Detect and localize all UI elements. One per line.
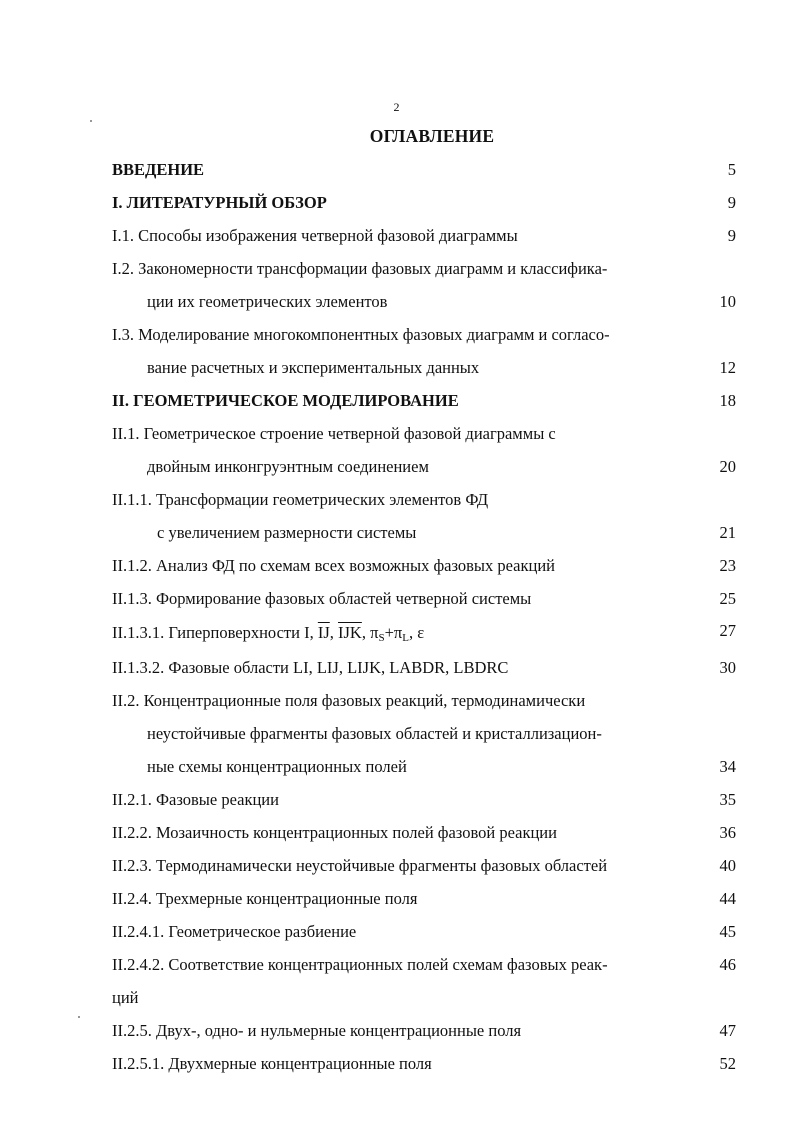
toc-entry-page: 47: [719, 1021, 736, 1040]
toc-entry-page: 23: [719, 556, 736, 575]
toc-entry-text-cont: вание расчетных и экспериментальных данных: [147, 358, 480, 377]
toc-entry-text-cont: ные схемы концентрационных полей: [147, 757, 407, 776]
toc-entry-page: 5: [727, 160, 736, 179]
toc-entry-page: 35: [719, 790, 736, 809]
toc-entry-text: II.2.4. Трехмерные концентрационные поля: [112, 889, 418, 908]
toc-entry-text: II.2.2. Мозаичность концентрационных полей фазовой реакции: [112, 823, 557, 842]
toc-entry-text: II.2.3. Термодинамически неустойчивые фрагменты фазовых областей: [112, 856, 608, 875]
toc-entry-text: ВВЕДЕНИЕ: [112, 160, 205, 179]
toc-entry-text: I. ЛИТЕРАТУРНЫЙ ОБЗОР: [112, 193, 327, 212]
toc-entry-text: II.1.1. Трансформации геометрических элементов ФД: [112, 490, 489, 509]
page-title: ОГЛАВЛЕНИЕ: [369, 126, 495, 146]
toc-entry-text-cont: ций: [112, 988, 139, 1007]
toc-entry-text: II.2.4.1. Геометрическое разбиение: [112, 922, 357, 941]
toc-entry-page: 20: [719, 457, 736, 476]
toc-entry-text: II.1.3.2. Фазовые области LI, LIJ, LIJK, LABDR, LBDRC: [112, 658, 509, 677]
toc-entry-page: 40: [719, 856, 736, 875]
toc-entry-text: II.2.1. Фазовые реакции: [112, 790, 279, 809]
subscript-s: S: [378, 632, 385, 644]
toc-entry-page: 45: [719, 922, 736, 941]
toc-entry-page: 9: [727, 193, 736, 212]
scan-speck: [78, 1016, 80, 1018]
toc-entry-page: 12: [719, 358, 736, 377]
scan-speck: [90, 120, 92, 122]
toc-entry-text-cont: неустойчивые фрагменты фазовых областей и кристаллизацион-: [147, 724, 602, 743]
toc-entry-text: II.2.4.2. Соответствие концентрационных полей схемам фазовых реак-: [112, 955, 608, 974]
toc-entry-text: II.1.3.1. Гиперповерхности I, $\overline{IJ}$, $\overline{IJK}$, $\pi_S+\pi_L$, ε: [112, 623, 425, 644]
pi-s: π: [370, 623, 379, 642]
toc-entry-text-cont: двойным инконгруэнтным соединением: [147, 457, 429, 476]
toc-entry-text: II.2. Концентрационные поля фазовых реакций, термодинамически: [112, 691, 586, 710]
toc-entry-text: I.1. Способы изображения четверной фазовой диаграммы: [112, 226, 518, 245]
toc-entry-page: 18: [719, 391, 736, 410]
toc-entry-prefix: II.1.3.1. Гиперповерхности I,: [112, 623, 314, 642]
toc-entry-page: 21: [719, 523, 736, 542]
toc-entry-text: II.1. Геометрическое строение четверной фазовой диаграммы с: [112, 424, 556, 443]
toc-entry-page: 27: [719, 621, 736, 640]
toc-entry-page: 34: [719, 757, 736, 776]
toc-entry-page: 52: [719, 1054, 736, 1073]
toc-entry-page: 25: [719, 589, 736, 608]
toc-entry-text: II.1.3. Формирование фазовых областей четверной системы: [112, 589, 532, 608]
toc-entry-text: II.2.5. Двух-, одно- и нульмерные концентрационные поля: [112, 1021, 522, 1040]
toc-entry-text: I.3. Моделирование многокомпонентных фазовых диаграмм и согласо-: [112, 325, 610, 344]
toc-entry-page: 30: [719, 658, 736, 677]
toc-entry-page: 9: [727, 226, 736, 245]
toc-entry-text: II.2.5.1. Двухмерные концентрационные поля: [112, 1054, 432, 1073]
pi-l: +π: [384, 623, 403, 642]
toc-entry-page: 44: [719, 889, 736, 908]
toc-entry-page: 10: [719, 292, 736, 311]
toc-entry-text-cont: ции их геометрических элементов: [147, 292, 388, 311]
page-number: 2: [393, 100, 400, 114]
toc-entry-page: 36: [719, 823, 736, 842]
overlined-ij: $\overline{IJ}$: [317, 623, 330, 642]
toc-entry-page: 46: [719, 955, 736, 974]
toc-entry-text: II. ГЕОМЕТРИЧЕСКОЕ МОДЕЛИРОВАНИЕ: [112, 391, 459, 410]
toc-entry-tail: , ε: [408, 623, 425, 642]
overlined-ijk: $\overline{IJK}$: [338, 623, 362, 642]
subscript-l: L: [402, 632, 409, 644]
toc-entry-text: I.2. Закономерности трансформации фазовых диаграмм и классифика-: [112, 259, 608, 278]
toc-entry-text: II.1.2. Анализ ФД по схемам всех возможных фазовых реакций: [112, 556, 555, 575]
toc-entry-text-cont: с увеличением размерности системы: [157, 523, 417, 542]
